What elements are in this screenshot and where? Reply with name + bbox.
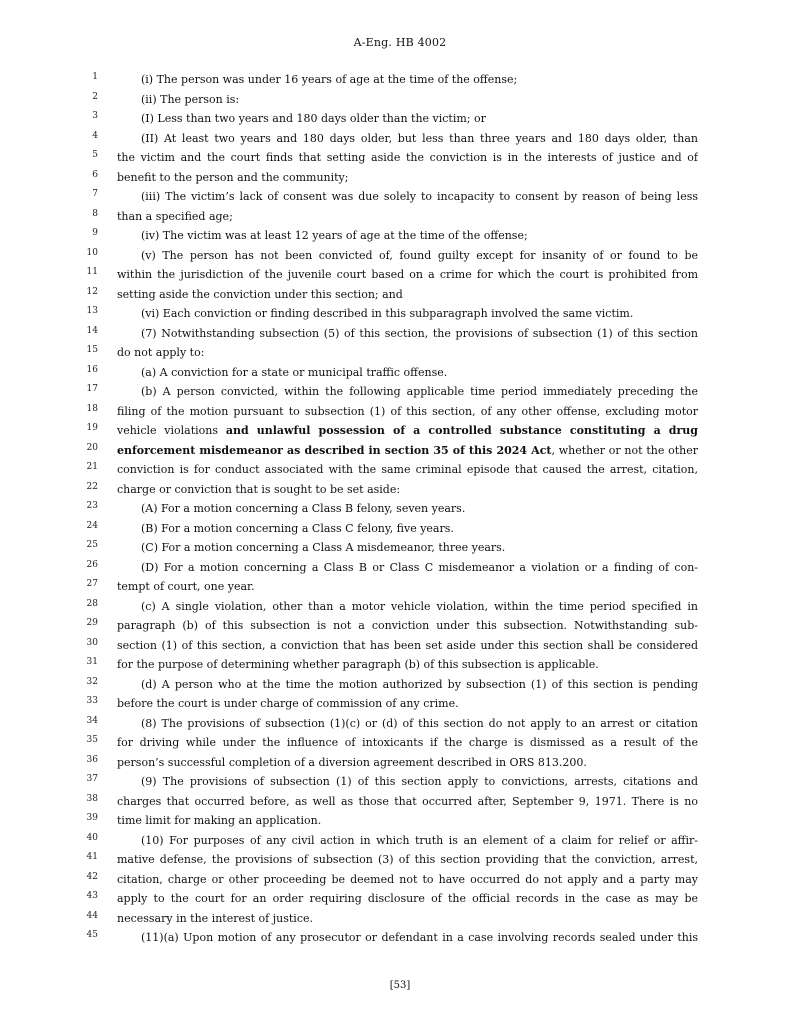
document-line — [0, 402, 800, 422]
line-text — [117, 265, 698, 285]
document-line — [0, 187, 800, 207]
line-number: 4 — [92, 130, 98, 141]
text-segment: before the court is under charge of commission of any crime. — [117, 697, 459, 710]
line-text — [141, 499, 698, 519]
document-line — [0, 675, 800, 695]
page-number: [53] — [389, 980, 411, 991]
document-line — [0, 811, 800, 831]
document-line — [0, 636, 800, 656]
text-segment: for driving while under the influence of intoxicants if the charge is dismissed as a result of the — [117, 736, 698, 749]
line-text — [117, 694, 698, 714]
document-line — [0, 831, 800, 851]
line-text — [117, 655, 698, 675]
line-text — [117, 870, 698, 890]
bold-amendment-text: and unlawful possession of a controlled substance constituting a drug — [225, 424, 698, 437]
text-segment: filing of the motion pursuant to subsection (1) of this section, of any other offense, excluding motor — [117, 404, 698, 418]
document-line — [0, 304, 800, 324]
numbered-lines — [0, 70, 800, 948]
line-text — [141, 675, 698, 695]
line-number: 39 — [86, 813, 98, 823]
document-line — [0, 655, 800, 675]
line-text — [117, 753, 698, 773]
document-line — [0, 285, 800, 305]
document-line — [0, 441, 800, 461]
line-text — [117, 616, 698, 636]
line-number: 26 — [86, 559, 98, 570]
line-text — [141, 928, 698, 948]
line-text — [117, 636, 698, 656]
line-number: 2 — [92, 91, 98, 102]
line-number: 19 — [86, 423, 98, 433]
line-number: 20 — [86, 442, 98, 453]
document-line — [0, 90, 800, 110]
line-text — [141, 246, 698, 266]
document-line — [0, 109, 800, 129]
text-segment: the victim and the court finds that setting aside the conviction is in the interests of justice and of — [117, 151, 698, 164]
line-number: 23 — [86, 501, 98, 511]
line-number: 5 — [92, 150, 98, 160]
line-text — [117, 207, 698, 227]
text-segment: within the jurisdiction of the juvenile court based on a crime for which the court is prohibited from — [117, 268, 698, 281]
text-segment: charges that occurred before, as well as those that occurred after, September 9, 1971. There is no — [117, 794, 698, 808]
text-segment: (9) The provisions of subsection (1) of this section apply to convictions, arrests, citations and — [141, 775, 698, 788]
document-line — [0, 499, 800, 519]
line-text — [117, 421, 698, 441]
line-number: 1 — [92, 72, 98, 82]
line-text — [117, 480, 698, 500]
text-segment: charge or conviction that is sought to be set aside: — [117, 482, 401, 496]
text-segment: (i) The person was under 16 years of age at the time of the offense; — [141, 73, 518, 86]
line-number: 21 — [86, 462, 98, 472]
text-segment: (C) For a motion concerning a Class A misdemeanor, three years. — [141, 541, 506, 554]
document-line — [0, 421, 800, 441]
line-text — [141, 714, 698, 734]
line-text — [117, 811, 698, 831]
line-number: 17 — [86, 384, 98, 394]
text-segment: citation, charge or other proceeding be deemed not to have occurred do not apply and a party may — [117, 872, 698, 886]
text-segment: (a) A conviction for a state or municipal traffic offense. — [141, 365, 448, 379]
line-text — [117, 285, 698, 305]
document-line — [0, 480, 800, 500]
document-line — [0, 207, 800, 227]
line-text — [141, 90, 698, 110]
text-segment: benefit to the person and the community; — [117, 170, 349, 184]
line-number: 44 — [86, 910, 98, 921]
text-segment: , whether or not the other — [551, 443, 698, 457]
line-text — [141, 129, 698, 149]
line-text — [141, 324, 698, 344]
bold-amendment-text: enforcement misdemeanor as described in section 35 of this 2024 Act — [117, 443, 552, 457]
text-segment: (7) Notwithstanding subsection (5) of this section, the provisions of subsection (1) of this section — [141, 326, 698, 340]
line-text — [117, 577, 698, 597]
document-line — [0, 792, 800, 812]
text-segment: conviction is for conduct associated with the same criminal episode that caused the arrest, citation, — [117, 463, 698, 476]
text-segment: (iii) The victim’s lack of consent was due solely to incapacity to consent by reason of being less — [141, 190, 698, 203]
text-segment: (vi) Each conviction or finding described in this subparagraph involved the same victim. — [141, 307, 634, 320]
document-line — [0, 148, 800, 168]
line-number: 33 — [86, 696, 98, 706]
line-number: 25 — [86, 540, 98, 550]
line-number: 41 — [86, 852, 98, 862]
text-segment: time limit for making an application. — [117, 814, 322, 827]
line-number: 11 — [86, 267, 98, 277]
text-segment: (I) Less than two years and 180 days older than the victim; or — [141, 112, 486, 125]
line-number: 36 — [86, 754, 98, 765]
document-line — [0, 850, 800, 870]
line-text — [141, 109, 698, 129]
line-number: 27 — [86, 579, 98, 589]
document-line — [0, 558, 800, 578]
line-text — [117, 792, 698, 812]
document-line — [0, 733, 800, 753]
document-line — [0, 363, 800, 383]
document-line — [0, 577, 800, 597]
line-number: 16 — [86, 364, 98, 375]
line-number: 32 — [86, 676, 98, 687]
text-segment: setting aside the conviction under this section; and — [117, 287, 403, 301]
line-number: 24 — [86, 520, 98, 531]
line-text — [141, 831, 698, 851]
text-segment: for the purpose of determining whether paragraph (b) of this subsection is applicable. — [117, 658, 599, 671]
document-line — [0, 246, 800, 266]
line-number: 38 — [86, 793, 98, 804]
text-segment: paragraph (b) of this subsection is not a conviction under this subsection. Notwithstanding sub- — [117, 619, 698, 632]
line-text — [117, 909, 698, 929]
line-number: 9 — [92, 228, 98, 238]
line-text — [141, 363, 698, 383]
line-number: 35 — [86, 735, 98, 745]
text-segment: (b) A person convicted, within the following applicable time period immediately preceding the — [141, 385, 698, 398]
line-number: 7 — [92, 189, 98, 199]
text-segment: (11)(a) Upon motion of any prosecutor or defendant in a case involving records sealed under this — [141, 931, 698, 944]
line-number: 45 — [86, 930, 98, 940]
document-line — [0, 129, 800, 149]
text-segment: (c) A single violation, other than a motor vehicle violation, within the time period specified in — [141, 599, 698, 613]
document-line — [0, 343, 800, 363]
line-text — [141, 382, 698, 402]
document-line — [0, 597, 800, 617]
line-number: 37 — [86, 774, 98, 784]
line-text — [117, 460, 698, 480]
text-segment: section (1) of this section, a conviction that has been set aside under this section shall be considered — [117, 638, 698, 652]
document-line — [0, 694, 800, 714]
line-text — [117, 733, 698, 753]
line-text — [141, 772, 698, 792]
line-text — [141, 187, 698, 207]
line-number: 30 — [86, 637, 98, 648]
document-line — [0, 714, 800, 734]
document-line — [0, 70, 800, 90]
line-number: 12 — [86, 286, 98, 297]
line-number: 42 — [86, 871, 98, 882]
text-segment: (10) For purposes of any civil action in which truth is an element of a claim for relief or affir- — [141, 833, 698, 847]
text-segment: (v) The person has not been convicted of, found guilty except for insanity of or found to be — [141, 248, 698, 262]
document-line — [0, 265, 800, 285]
line-number: 14 — [86, 325, 98, 336]
line-text — [141, 519, 698, 539]
line-text — [117, 402, 698, 422]
line-number: 13 — [86, 306, 98, 316]
document-line — [0, 753, 800, 773]
text-segment: do not apply to: — [117, 346, 205, 359]
line-number: 22 — [86, 481, 98, 492]
text-segment: necessary in the interest of justice. — [117, 911, 313, 925]
line-number: 15 — [86, 345, 98, 355]
line-number: 29 — [86, 618, 98, 628]
text-segment: apply to the court for an order requiring disclosure of the official records in the case as may be — [117, 892, 698, 905]
line-text — [141, 597, 698, 617]
text-segment: (8) The provisions of subsection (1)(c) or (d) of this section do not apply to an arrest or citation — [141, 716, 698, 730]
line-number: 18 — [86, 403, 98, 414]
text-segment: person’s successful completion of a diversion agreement described in ORS 813.200. — [117, 755, 587, 769]
document-line — [0, 909, 800, 929]
line-text — [117, 343, 698, 363]
document-line — [0, 460, 800, 480]
text-segment: mative defense, the provisions of subsection (3) of this section providing that the conviction, arrest, — [117, 853, 698, 866]
text-segment: (D) For a motion concerning a Class B or Class C misdemeanor a violation or a finding of con- — [141, 560, 698, 574]
document-line — [0, 870, 800, 890]
document-line — [0, 928, 800, 948]
line-text — [141, 226, 698, 246]
line-text — [141, 558, 698, 578]
document-line — [0, 538, 800, 558]
line-number: 34 — [86, 715, 98, 726]
document-line — [0, 616, 800, 636]
line-number: 10 — [86, 247, 98, 258]
line-text — [117, 148, 698, 168]
document-line — [0, 889, 800, 909]
document-header: A-Eng. HB 4002 — [353, 36, 447, 49]
document-line — [0, 772, 800, 792]
line-text — [117, 168, 698, 188]
text-segment: (ii) The person is: — [141, 92, 240, 106]
document-line — [0, 382, 800, 402]
document-line — [0, 168, 800, 188]
text-segment: (A) For a motion concerning a Class B felony, seven years. — [141, 502, 466, 515]
line-text — [141, 70, 698, 90]
line-number: 3 — [92, 111, 98, 121]
line-number: 28 — [86, 598, 98, 609]
line-text — [141, 304, 698, 324]
text-segment: than a specified age; — [117, 209, 233, 223]
line-text — [141, 538, 698, 558]
line-number: 43 — [86, 891, 98, 901]
line-number: 8 — [92, 208, 98, 219]
text-segment: (iv) The victim was at least 12 years of age at the time of the offense; — [141, 229, 528, 242]
text-segment: vehicle violations — [117, 424, 226, 437]
document-line — [0, 519, 800, 539]
line-number: 6 — [92, 169, 98, 180]
text-segment: tempt of court, one year. — [117, 580, 255, 593]
line-text — [117, 441, 698, 461]
text-segment: (B) For a motion concerning a Class C felony, five years. — [141, 521, 454, 535]
line-text — [117, 850, 698, 870]
document-line — [0, 324, 800, 344]
line-number: 40 — [86, 832, 98, 843]
document-line — [0, 226, 800, 246]
text-segment: (II) At least two years and 180 days older, but less than three years and 180 days older, than — [141, 131, 698, 145]
line-text — [117, 889, 698, 909]
line-number: 31 — [86, 657, 98, 667]
text-segment: (d) A person who at the time the motion authorized by subsection (1) of this section is pending — [141, 677, 698, 691]
